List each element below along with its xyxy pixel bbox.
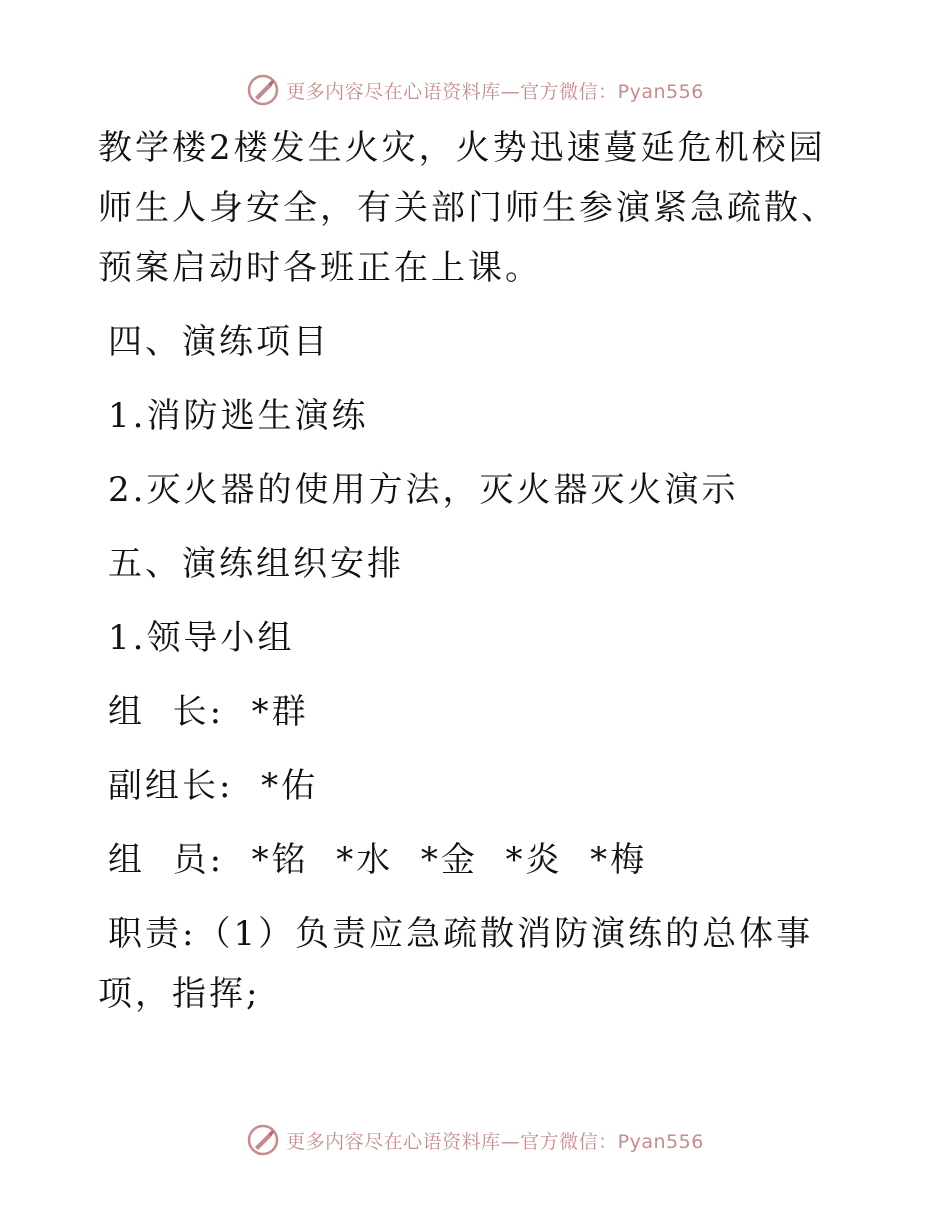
intro-paragraph: 教学楼2楼发生火灾，火势迅速蔓延危机校园师生人身安全，有关部门师生参演紧急疏散、预案启动时各班正在上课。 bbox=[98, 128, 838, 288]
document-body bbox=[98, 118, 858, 1038]
group-leader-line: 组 长: *群 bbox=[108, 692, 309, 732]
footer-watermark bbox=[0, 1123, 950, 1157]
pen-logo-icon bbox=[246, 1123, 280, 1157]
duty-paragraph: 职责:（1）负责应急疏散消防演练的总体事项，指挥; bbox=[98, 914, 814, 1014]
watermark-text: 更多内容尽在心语资料库—官方微信：Pyan556 bbox=[286, 80, 704, 103]
vice-leader-line: 副组长: *佑 bbox=[108, 766, 319, 806]
members-line: 组 员: *铭 *水 *金 *炎 *梅 bbox=[108, 840, 648, 880]
pen-logo-icon bbox=[246, 73, 280, 107]
section-heading-organization: 五、演练组织安排 bbox=[108, 544, 404, 584]
subsection-leadership-group: 1.领导小组 bbox=[108, 618, 295, 658]
section-heading-drill-items: 四、演练项目 bbox=[108, 322, 330, 362]
watermark-text: 更多内容尽在心语资料库—官方微信：Pyan556 bbox=[286, 1130, 704, 1153]
drill-item-2: 2.灭火器的使用方法，灭火器灭火演示 bbox=[108, 470, 739, 510]
drill-item-1: 1.消防逃生演练 bbox=[108, 396, 369, 436]
header-watermark bbox=[0, 73, 950, 107]
